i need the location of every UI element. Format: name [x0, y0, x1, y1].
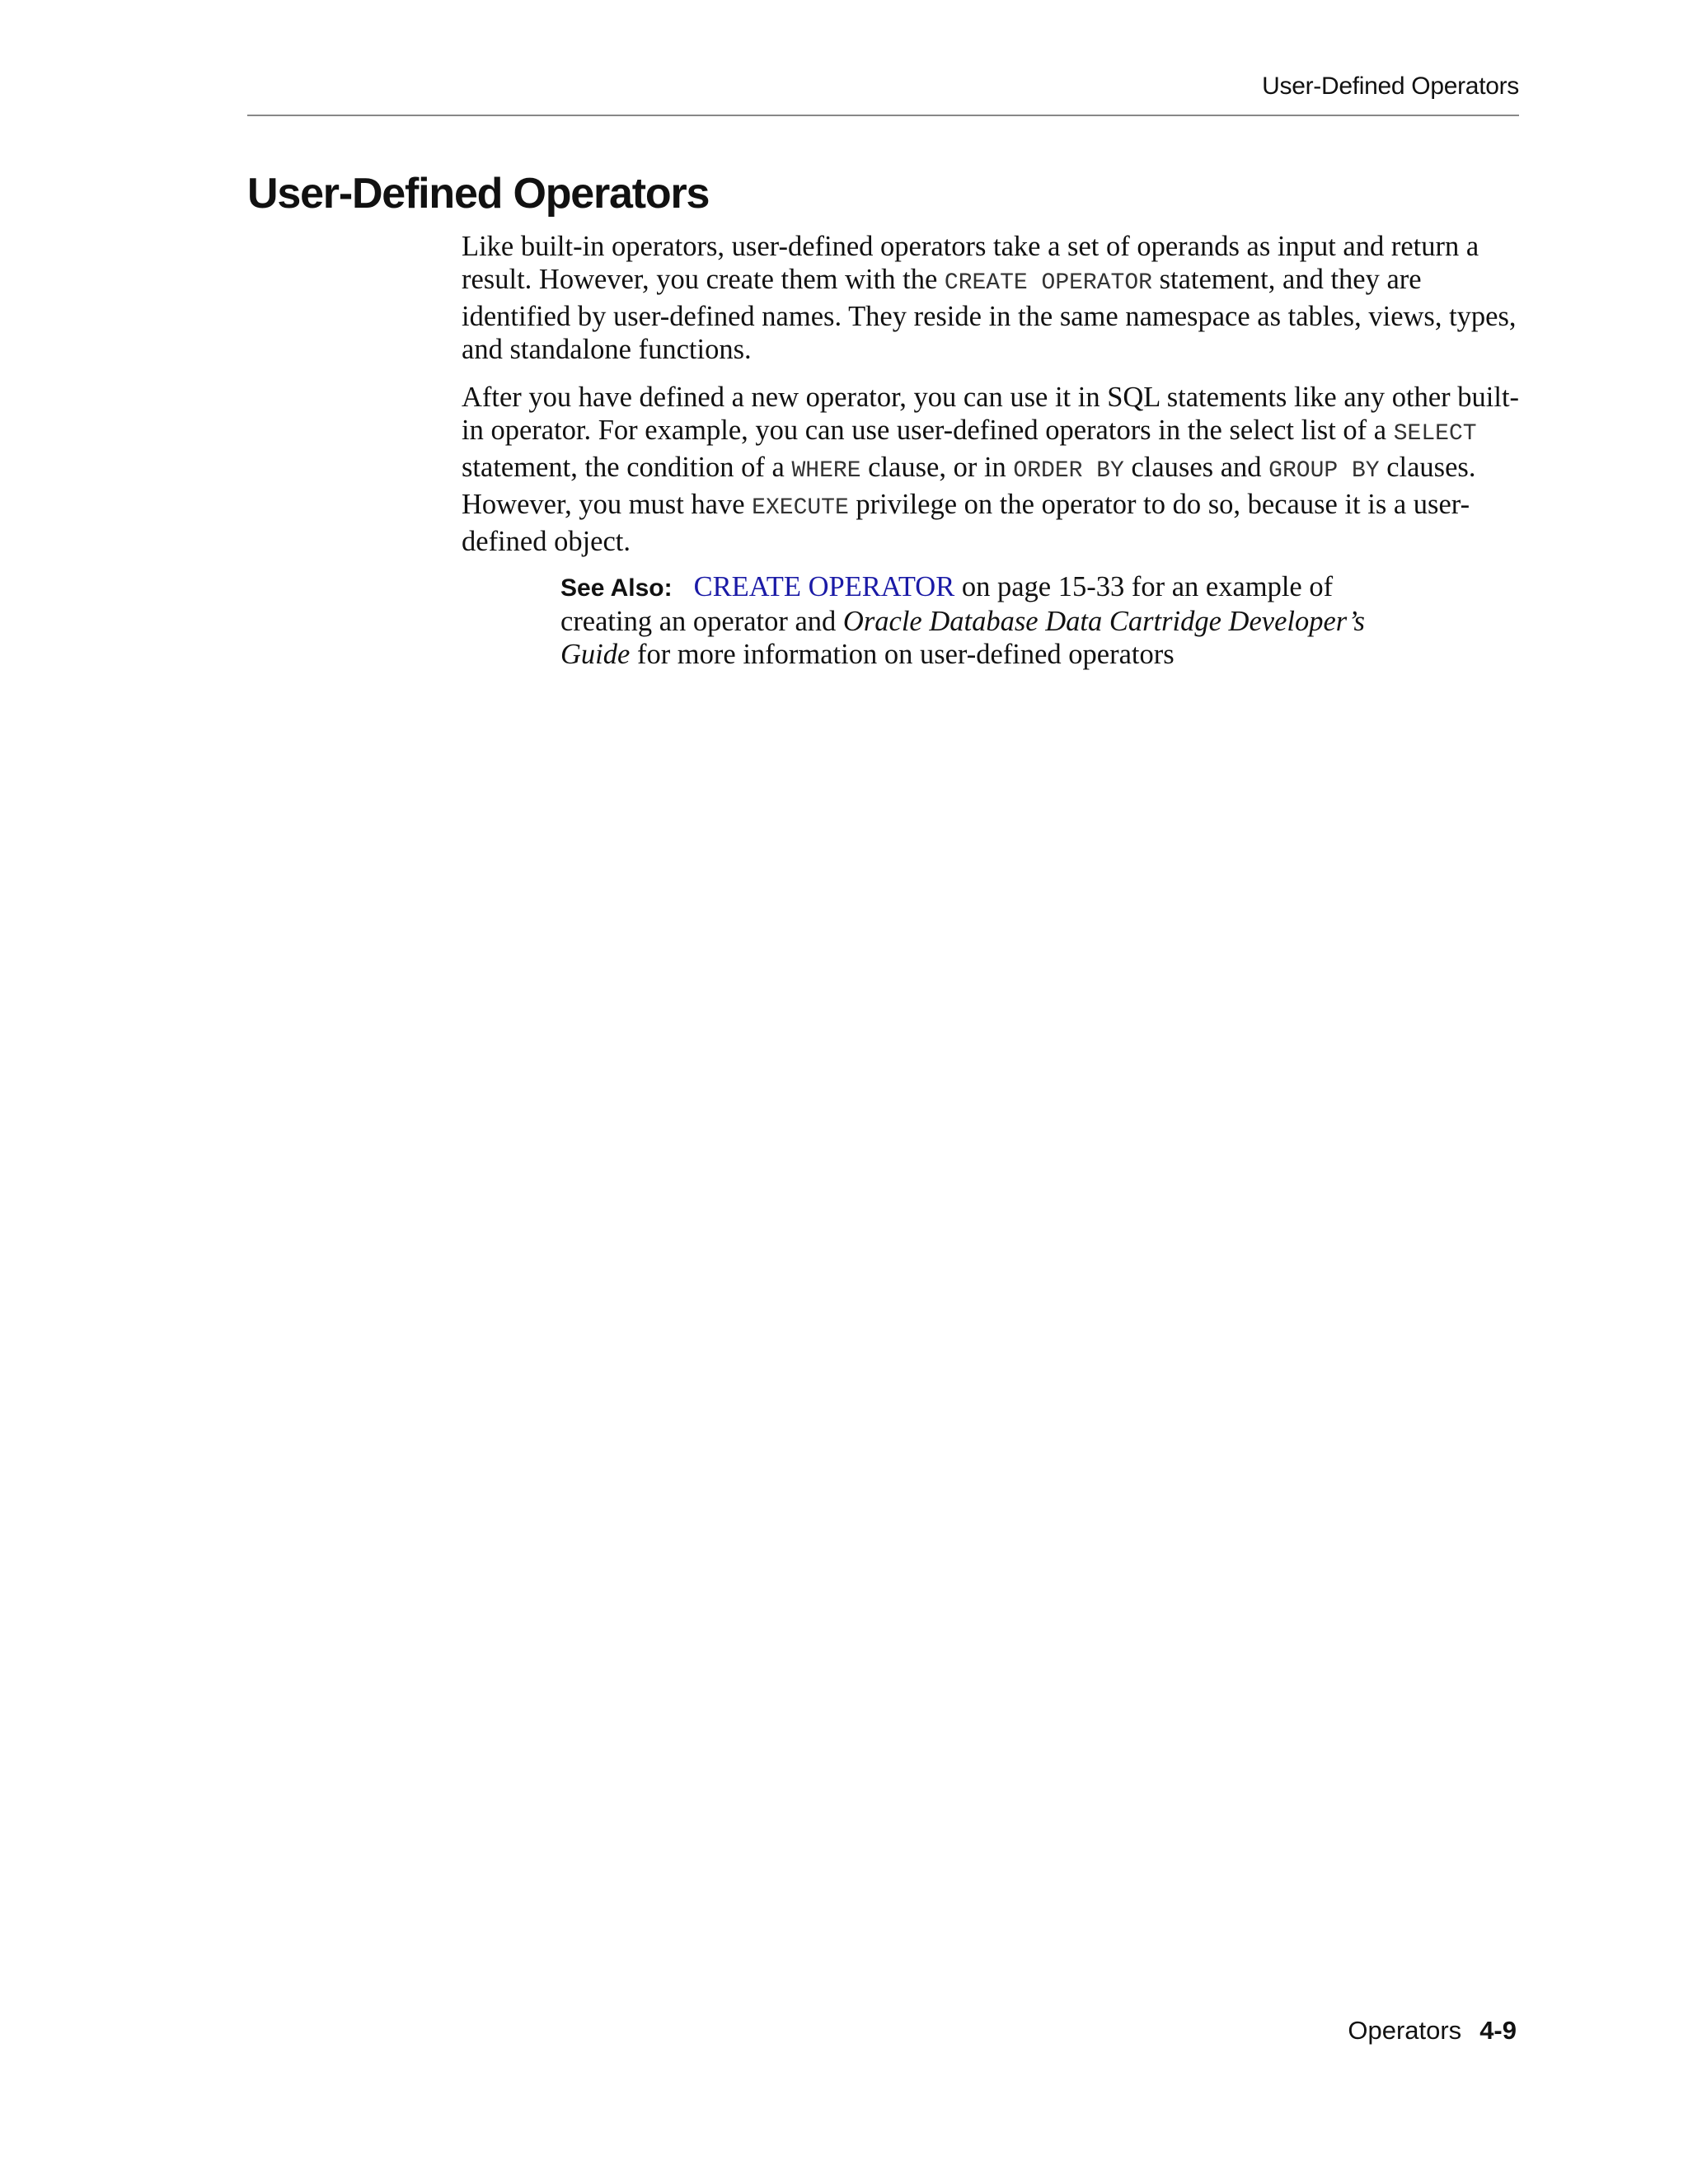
code-select: SELECT — [1393, 421, 1477, 447]
text-run: clauses and — [1123, 452, 1269, 483]
text-run: for more information on user-defined operators — [630, 639, 1175, 670]
header-rule — [247, 115, 1519, 116]
code-create-operator: CREATE OPERATOR — [944, 270, 1152, 296]
text-run: Like built-in operators, user-defined operators take a set of operands as input and return a result. However, you create them with the — [462, 231, 1479, 295]
code-execute: EXECUTE — [752, 495, 849, 521]
create-operator-link[interactable]: CREATE OPERATOR — [693, 571, 955, 602]
text-run: clauses. However, you must have — [462, 452, 1476, 520]
see-also-note — [560, 570, 1385, 671]
code-where: WHERE — [791, 458, 861, 484]
book-title: Oracle Database Data Cartridge Developer’s Guide — [560, 606, 1365, 670]
paragraph-usage — [462, 381, 1521, 558]
code-order-by: ORDER BY — [1013, 458, 1124, 484]
see-also-label: See Also: — [560, 574, 673, 602]
text-run: clause, or in — [860, 452, 1014, 483]
text-run: statement, and they are identified by user-defined names. They reside in the same namespace as tables, views, types, and standalone functions. — [462, 264, 1517, 365]
page-number: 4-9 — [1479, 2016, 1517, 2045]
page-footer — [247, 2016, 1517, 2046]
code-group-by: GROUP BY — [1268, 458, 1380, 484]
text-run: on page 15-33 for an example of creating an operator and — [560, 571, 1334, 637]
section-body — [462, 230, 1521, 573]
text-run: privilege on the operator to do so, because it is a user-defined object. — [462, 489, 1470, 557]
text-run: statement, the condition of a — [462, 452, 792, 483]
footer-chapter: Operators — [1348, 2016, 1462, 2045]
paragraph-intro — [462, 230, 1521, 366]
running-header: User-Defined Operators — [1262, 73, 1519, 100]
text-run: After you have defined a new operator, you can use it in SQL statements like any other built-in operator. For example, you can use user-defined operators in the select list of a — [462, 382, 1520, 446]
section-title: User-Defined Operators — [247, 170, 710, 218]
